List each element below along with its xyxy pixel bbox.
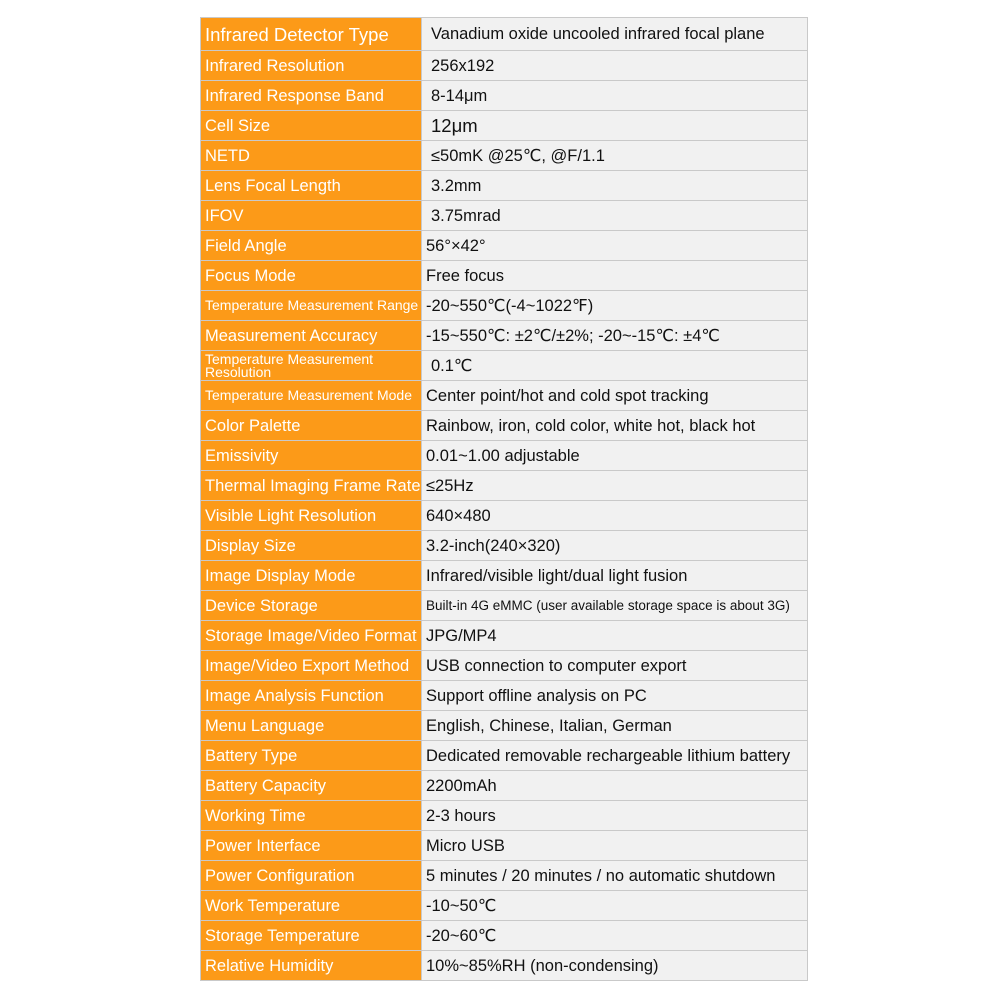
spec-row [201,351,808,381]
spec-value: Built-in 4G eMMC (user available storage space is about 3G) [422,591,808,621]
spec-label: Storage Temperature [201,921,422,951]
spec-value: 8-14μm [422,81,808,111]
spec-row [201,741,808,771]
spec-label: Infrared Resolution [201,51,422,81]
spec-label: Storage Image/Video Format [201,621,422,651]
spec-label: Power Configuration [201,861,422,891]
spec-row [201,921,808,951]
spec-value: Dedicated removable rechargeable lithium battery [422,741,808,771]
spec-row [201,711,808,741]
spec-row [201,441,808,471]
spec-label: Thermal Imaging Frame Rate [201,471,422,501]
spec-row [201,681,808,711]
spec-value: Center point/hot and cold spot tracking [422,381,808,411]
spec-label: Infrared Response Band [201,81,422,111]
spec-value: 12μm [422,111,808,141]
spec-row [201,321,808,351]
spec-table [200,17,808,981]
spec-row [201,141,808,171]
spec-value: USB connection to computer export [422,651,808,681]
spec-label: Cell Size [201,111,422,141]
spec-row [201,291,808,321]
spec-value: Infrared/visible light/dual light fusion [422,561,808,591]
spec-label: Visible Light Resolution [201,501,422,531]
spec-label: Image Display Mode [201,561,422,591]
spec-value: -15~550℃: ±2℃/±2%; -20~-15℃: ±4℃ [422,321,808,351]
spec-value: 0.01~1.00 adjustable [422,441,808,471]
spec-row [201,81,808,111]
spec-value: Free focus [422,261,808,291]
spec-row [201,831,808,861]
spec-row [201,561,808,591]
spec-row [201,861,808,891]
spec-value: 0.1℃ [422,351,808,381]
spec-label: Color Palette [201,411,422,441]
spec-row [201,801,808,831]
spec-value: 56°×42° [422,231,808,261]
spec-row [201,18,808,51]
spec-value: 10%~85%RH (non-condensing) [422,951,808,981]
spec-label: Temperature Measurement Resolution [201,351,422,381]
spec-value: 256x192 [422,51,808,81]
spec-value: English, Chinese, Italian, German [422,711,808,741]
spec-label: Relative Humidity [201,951,422,981]
spec-row [201,501,808,531]
spec-label: Working Time [201,801,422,831]
spec-label: NETD [201,141,422,171]
spec-value: Support offline analysis on PC [422,681,808,711]
spec-row [201,111,808,141]
spec-row [201,951,808,981]
spec-row [201,471,808,501]
spec-row [201,411,808,441]
spec-label: Image Analysis Function [201,681,422,711]
spec-row [201,591,808,621]
spec-label: Battery Capacity [201,771,422,801]
spec-label: Battery Type [201,741,422,771]
spec-value: 3.75mrad [422,201,808,231]
spec-label: Display Size [201,531,422,561]
spec-value: ≤25Hz [422,471,808,501]
spec-value: 640×480 [422,501,808,531]
spec-row [201,381,808,411]
spec-value: Rainbow, iron, cold color, white hot, black hot [422,411,808,441]
spec-label: Power Interface [201,831,422,861]
spec-row [201,621,808,651]
spec-row [201,261,808,291]
spec-value: Micro USB [422,831,808,861]
spec-label: IFOV [201,201,422,231]
spec-row [201,891,808,921]
spec-row [201,531,808,561]
spec-label: Temperature Measurement Range [201,291,422,321]
spec-value: ≤50mK @25℃, @F/1.1 [422,141,808,171]
spec-row [201,771,808,801]
spec-label: Temperature Measurement Mode [201,381,422,411]
spec-row [201,201,808,231]
spec-label: Image/Video Export Method [201,651,422,681]
spec-label: Work Temperature [201,891,422,921]
spec-label: Measurement Accuracy [201,321,422,351]
spec-value: -20~60℃ [422,921,808,951]
spec-table-body [201,18,808,981]
spec-label: Menu Language [201,711,422,741]
spec-row [201,51,808,81]
spec-value: JPG/MP4 [422,621,808,651]
spec-value: Vanadium oxide uncooled infrared focal plane [422,18,808,51]
spec-value: 3.2-inch(240×320) [422,531,808,561]
spec-row [201,651,808,681]
spec-row [201,171,808,201]
spec-label: Device Storage [201,591,422,621]
spec-value: -10~50℃ [422,891,808,921]
spec-label: Lens Focal Length [201,171,422,201]
spec-row [201,231,808,261]
spec-value: -20~550℃(-4~1022℉) [422,291,808,321]
spec-value: 2200mAh [422,771,808,801]
spec-label: Emissivity [201,441,422,471]
spec-label: Focus Mode [201,261,422,291]
spec-label: Infrared Detector Type [201,18,422,51]
spec-value: 2-3 hours [422,801,808,831]
spec-label: Field Angle [201,231,422,261]
spec-value: 5 minutes / 20 minutes / no automatic shutdown [422,861,808,891]
spec-value: 3.2mm [422,171,808,201]
